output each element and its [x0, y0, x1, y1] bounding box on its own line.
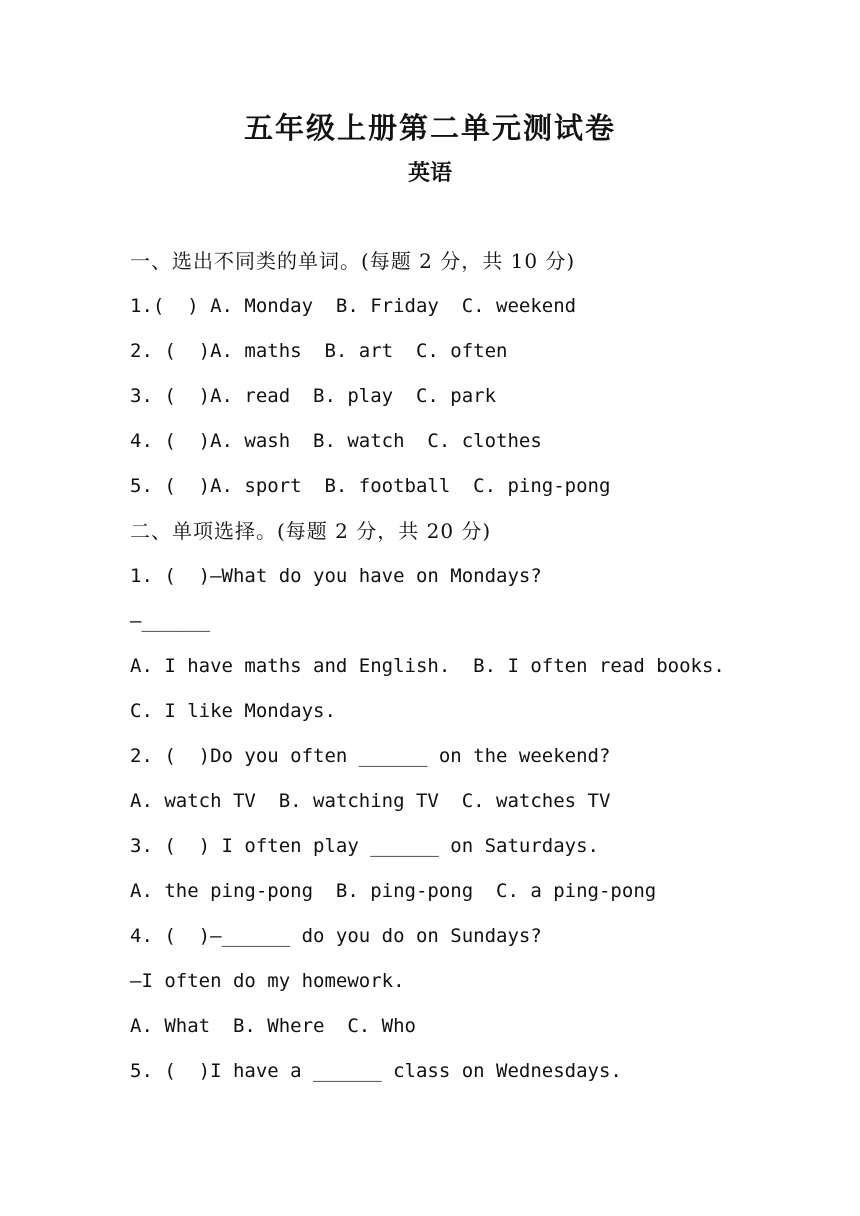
question-line: 3. ( )A. read B. play C. park — [130, 385, 497, 407]
question-line: 2. ( )A. maths B. art C. often — [130, 340, 508, 362]
options-line: A. I have maths and English. B. I often read books. — [130, 655, 725, 677]
section-heading-1: 一、选出不同类的单词。(每题 2 分，共 10 分) — [130, 249, 576, 273]
options-line: A. What B. Where C. Who — [130, 1015, 416, 1037]
options-line: A. watch TV B. watching TV C. watches TV — [130, 790, 611, 812]
question-line: 4. ( )—______ do you do on Sundays? — [130, 925, 542, 947]
answer-line: —I often do my homework. — [130, 970, 405, 992]
options-line: A. the ping-pong B. ping-pong C. a ping-pong — [130, 880, 657, 902]
document-subtitle: 英语 — [407, 160, 452, 186]
question-line: 1. ( )—What do you have on Mondays? — [130, 565, 542, 587]
question-line: 4. ( )A. wash B. watch C. clothes — [130, 430, 542, 452]
options-line: C. I like Mondays. — [130, 700, 336, 722]
question-line: 2. ( )Do you often ______ on the weekend? — [130, 745, 611, 767]
answer-blank-line: —______ — [130, 610, 211, 632]
question-line: 5. ( )I have a ______ class on Wednesdays. — [130, 1060, 622, 1082]
section-heading-2: 二、单项选择。(每题 2 分，共 20 分) — [130, 519, 492, 543]
document-title: 五年级上册第二单元测试卷 — [243, 111, 616, 145]
question-line: 3. ( ) I often play ______ on Saturdays. — [130, 835, 599, 857]
exam-content — [130, 244, 830, 1099]
question-line: 5. ( )A. sport B. football C. ping-pong — [130, 475, 611, 497]
question-line: 1.( ) A. Monday B. Friday C. weekend — [130, 295, 577, 317]
